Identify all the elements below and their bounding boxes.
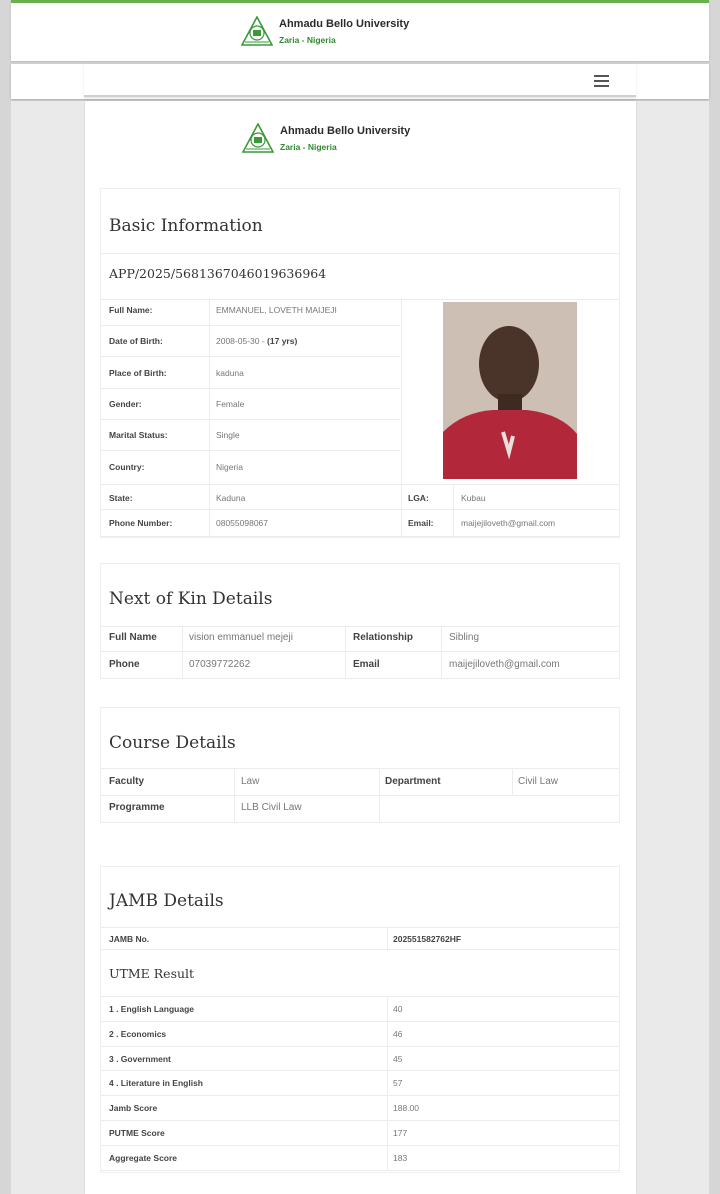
jamb-no-label: JAMB No. [109, 934, 150, 944]
utme-row-label: Aggregate Score [109, 1152, 178, 1163]
lga-label: LGA: [408, 493, 429, 503]
department-value: Civil Law [518, 776, 559, 787]
kin-phone-label: Phone [109, 659, 140, 670]
utme-row-label: 4 . Literature in English [109, 1078, 203, 1089]
phone-number-value: 08055098067 [216, 518, 269, 528]
state-label: State: [109, 493, 133, 503]
department-label: Department [385, 776, 441, 787]
dob-label: Date of Birth: [109, 336, 163, 346]
kin-relationship-label: Relationship [353, 632, 414, 643]
utme-row-label: Jamb Score [109, 1103, 158, 1114]
nav-bar [11, 64, 709, 99]
university-location: Zaria - Nigeria [280, 141, 337, 152]
kin-full-name-value: vision emmanuel mejeji [189, 632, 293, 643]
jamb-no-value: 202551582762HF [393, 934, 462, 944]
header-brand[interactable] [241, 16, 409, 46]
full-name-value: EMMANUEL, LOVETH MAIJEJI [216, 305, 337, 315]
lga-value: Kubau [461, 493, 486, 503]
marital-status-value: Single [216, 430, 240, 440]
course-details-card [100, 707, 620, 823]
country-label: Country: [109, 462, 145, 472]
utme-row-value: 45 [393, 1053, 403, 1064]
age-value: (17 yrs) [267, 336, 298, 346]
utme-row-label: 3 . Government [109, 1053, 171, 1064]
faculty-value: Law [241, 776, 260, 787]
kin-email-value: maijejiloveth@gmail.com [449, 659, 560, 670]
university-name: Ahmadu Bello University [279, 17, 410, 30]
university-logo-icon [241, 16, 273, 46]
email-label: Email: [408, 518, 434, 528]
faculty-label: Faculty [109, 776, 145, 787]
pob-label: Place of Birth: [109, 368, 167, 378]
kin-relationship-value: Sibling [449, 632, 480, 643]
course-details-title: Course Details [109, 733, 236, 753]
state-value: Kaduna [216, 493, 246, 503]
utme-row-label: 2 . Economics [109, 1028, 167, 1039]
application-number: APP/2025/5681367046019636964 [109, 266, 327, 281]
university-name: Ahmadu Bello University [280, 124, 411, 137]
pob-value: kaduna [216, 368, 244, 378]
gender-value: Female [216, 399, 245, 409]
university-logo-icon [242, 123, 274, 153]
menu-icon[interactable] [594, 75, 609, 87]
kin-full-name-label: Full Name [109, 632, 157, 643]
utme-row-label: PUTME Score [109, 1128, 165, 1138]
kin-phone-value: 07039772262 [189, 659, 251, 670]
nav-bar-inner [84, 64, 636, 97]
dob-value: 2008-05-30 - (17 yrs) [216, 336, 298, 346]
utme-result-title: UTME Result [109, 966, 195, 981]
country-value: Nigeria [216, 462, 243, 472]
programme-label: Programme [109, 802, 165, 813]
next-of-kin-title: Next of Kin Details [109, 589, 273, 609]
utme-row-value: 188.00 [393, 1103, 419, 1114]
applicant-photo [443, 302, 577, 479]
jamb-details-card [100, 866, 620, 1173]
email-value: maijejiloveth@gmail.com [461, 518, 556, 528]
content-brand [242, 123, 410, 153]
utme-row-value: 57 [393, 1078, 403, 1089]
university-location: Zaria - Nigeria [279, 34, 336, 45]
next-of-kin-card [100, 563, 620, 679]
marital-status-label: Marital Status: [109, 430, 168, 440]
kin-email-label: Email [353, 659, 380, 670]
applicant-photo-image [443, 302, 577, 479]
utme-row-value: 40 [393, 1004, 403, 1014]
utme-row-value: 177 [393, 1128, 408, 1138]
full-name-label: Full Name: [109, 305, 153, 315]
main-content [85, 101, 636, 1194]
site-header [11, 0, 709, 61]
utme-row-label: 1 . English Language [109, 1004, 195, 1014]
utme-row-value: 183 [393, 1152, 408, 1163]
jamb-details-title: JAMB Details [109, 891, 224, 911]
gender-label: Gender: [109, 399, 142, 409]
utme-row-value: 46 [393, 1028, 403, 1039]
programme-value: LLB Civil Law [241, 802, 302, 813]
phone-number-label: Phone Number: [109, 518, 173, 528]
basic-information-title: Basic Information [109, 216, 263, 236]
